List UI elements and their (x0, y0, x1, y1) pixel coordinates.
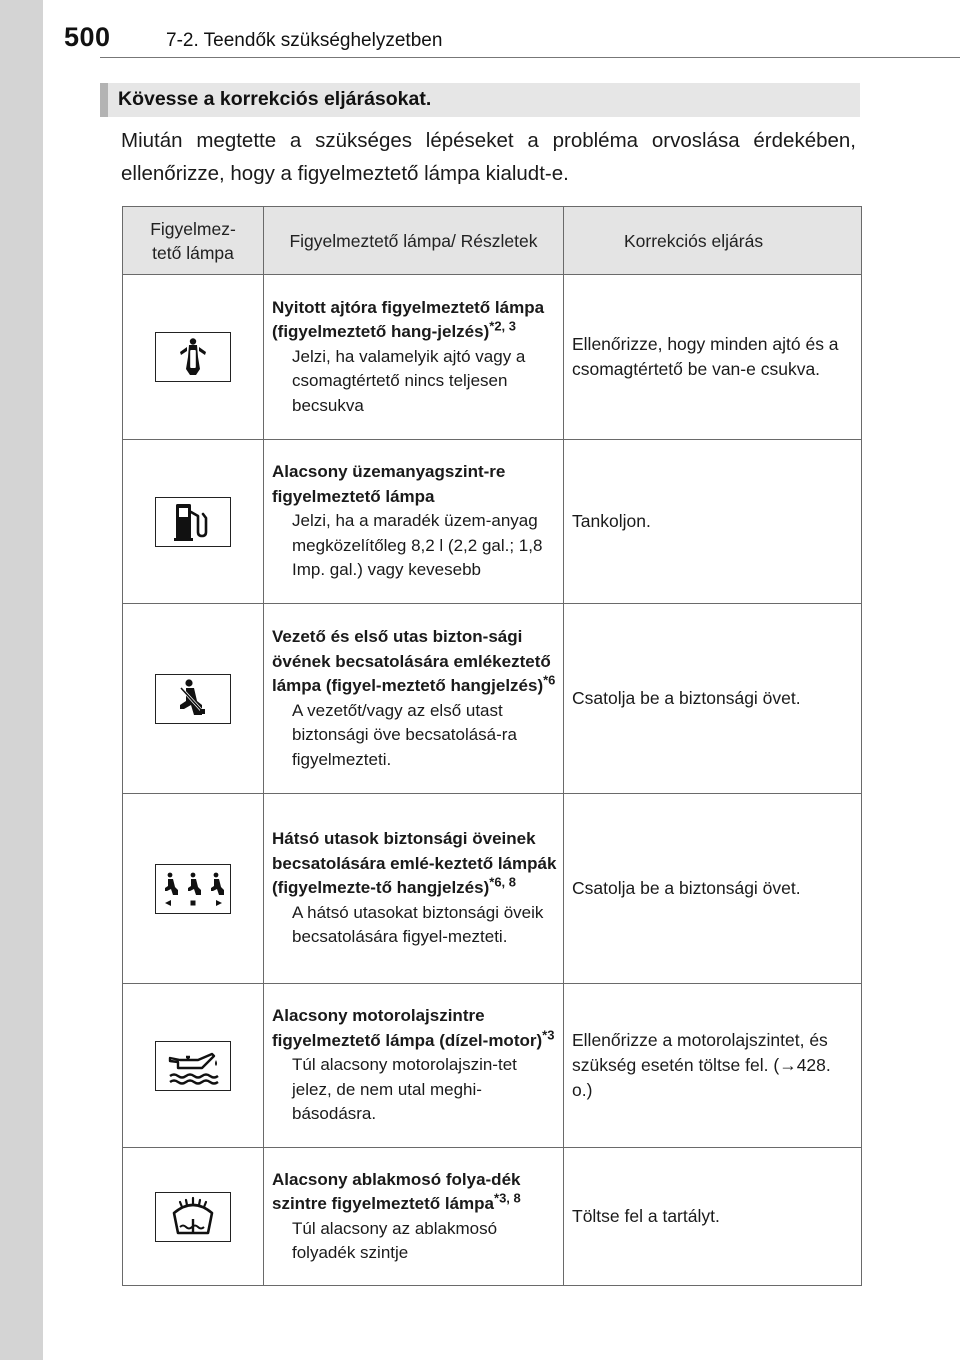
footnote-ref: *6, 8 (489, 874, 517, 890)
lamp-cell (123, 275, 264, 440)
page-side-strip (0, 0, 43, 1360)
lamp-name (272, 460, 557, 509)
intro-paragraph: Miután megtette a szükséges lépéseket a probléma orvoslása érdekében, ellenőrizze, hogy a figyelmeztető lámpa kialudt-e. (121, 129, 856, 185)
table-row (123, 794, 862, 984)
table-header-action: Korrekciós eljárás (564, 207, 862, 275)
rear-seatbelt-icon (155, 864, 231, 914)
washer-fluid-icon (155, 1192, 231, 1242)
table-row (123, 604, 862, 794)
callout-heading (100, 83, 860, 117)
action-cell: Tankoljon. (564, 440, 862, 604)
lamp-name-text: Hátsó utasok biztonsági öveinek becsatolására emlé-keztető lámpák (figyelmezte-tő hangjelzés) (272, 829, 557, 898)
lamp-description: Túl alacsony motorolajszin-tet jelez, de nem utal meghi-básodásra. (292, 1055, 517, 1124)
seatbelt-icon (155, 674, 231, 724)
action-cell: Csatolja be a biztonsági övet. (564, 604, 862, 794)
lamp-name-text: Alacsony ablakmosó folya-dék szintre figyelmeztető lámpa (272, 1169, 521, 1213)
lamp-name-text: Nyitott ajtóra figyelmeztető lámpa (figyelmeztető hang-jelzés) (272, 297, 545, 342)
detail-cell (264, 604, 564, 794)
fuel-pump-icon (155, 497, 231, 547)
warning-lamp-table (122, 206, 862, 1286)
lamp-description: Jelzi, ha a maradék üzem-anyag megközelítőleg 8,2 l (2,2 gal.; 1,8 Imp. gal.) vagy kevesebb (292, 511, 543, 580)
lamp-cell (123, 984, 264, 1148)
lamp-name-text: Alacsony motorolajszintre figyelmeztető lámpa (dízel-motor) (272, 1006, 543, 1050)
footnote-ref: *3 (542, 1027, 555, 1043)
footnote-ref: *6 (543, 672, 556, 688)
action-cell: Ellenőrizze a motorolajszintet, és szükség esetén töltse fel. (→428. o.) (564, 984, 862, 1148)
lamp-name (272, 1004, 557, 1053)
callout-text: Kövesse a korrekciós eljárásokat. (118, 88, 432, 110)
header-divider (100, 57, 960, 58)
lamp-cell (123, 604, 264, 794)
lamp-description: Túl alacsony az ablakmosó folyadék szintje (292, 1218, 498, 1262)
detail-cell (264, 275, 564, 440)
table-row (123, 984, 862, 1148)
lamp-description: Jelzi, ha valamelyik ajtó vagy a csomagtértető nincs teljesen becsukva (292, 346, 526, 415)
door-open-icon (155, 332, 231, 382)
lamp-cell (123, 1148, 264, 1286)
detail-cell (264, 440, 564, 604)
lamp-name-text: Vezető és első utas bizton-sági övének becsatolására emlékeztető lámpa (figyel-meztető hangjelzés) (272, 627, 551, 695)
lamp-cell (123, 440, 264, 604)
section-title: 7-2. Teendők szükséghelyzetben (166, 30, 443, 51)
table-row (123, 440, 862, 604)
detail-cell (264, 984, 564, 1148)
lamp-cell (123, 794, 264, 984)
page-number: 500 (64, 22, 111, 52)
action-cell: Töltse fel a tartályt. (564, 1148, 862, 1286)
footnote-ref: *2, 3 (489, 318, 517, 334)
action-cell: Ellenőrizze, hogy minden ajtó és a csomagtértető be van-e csukva. (564, 275, 862, 440)
oil-level-icon (155, 1041, 231, 1091)
table-row (123, 275, 862, 440)
lamp-description: A vezetőt/vagy az első utast biztonsági öve becsatolásá-ra figyelmezteti. (292, 700, 517, 769)
lamp-name (272, 1168, 557, 1217)
table-header-lamp: Figyelmez-tető lámpa (123, 207, 264, 275)
table-header-details: Figyelmeztető lámpa/ Részletek (264, 207, 564, 275)
table-header-row (123, 207, 862, 275)
action-cell: Csatolja be a biztonsági övet. (564, 794, 862, 984)
table-row (123, 1148, 862, 1286)
footnote-ref: *3, 8 (494, 1190, 521, 1206)
lamp-name (272, 296, 557, 345)
lamp-description: A hátsó utasokat biztonsági öveik becsatolására figyel-mezteti. (292, 902, 544, 947)
detail-cell (264, 1148, 564, 1286)
lamp-name (272, 827, 557, 901)
detail-cell (264, 794, 564, 984)
lamp-name-text: Alacsony üzemanyagszint-re figyelmeztető lámpa (272, 462, 506, 506)
lamp-name (272, 625, 557, 699)
